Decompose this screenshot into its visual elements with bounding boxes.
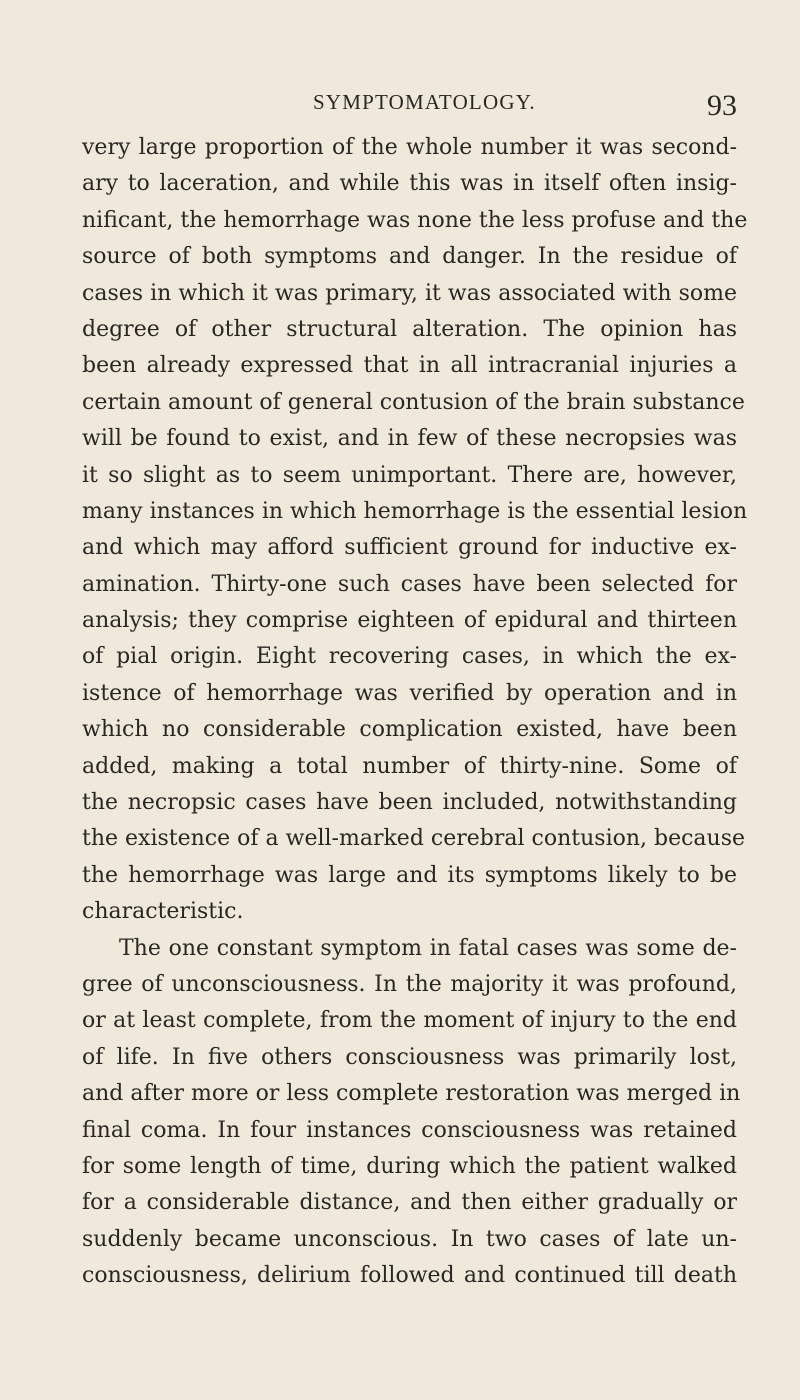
text-line: ary to laceration, and while this was in itself often insig-: [82, 171, 737, 197]
text-line: degree of other structural alteration. The opinion has: [82, 316, 737, 342]
text-line: the necropsic cases have been included, notwithstanding: [82, 790, 737, 816]
text-line: of life. In five others consciousness was primarily lost,: [82, 1044, 737, 1070]
text-line: consciousness, delirium followed and continued till death: [82, 1263, 737, 1289]
text-line: istence of hemorrhage was verified by operation and in: [82, 680, 737, 706]
text-line: or at least complete, from the moment of injury to the end: [82, 1008, 737, 1034]
text-line: many instances in which hemorrhage is the essential lesion: [82, 498, 748, 524]
text-line: amination. Thirty-one such cases have been selected for: [82, 571, 737, 597]
running-head: SYMPTOMATOLOGY.: [313, 90, 536, 114]
paragraph-2: [82, 931, 741, 1295]
page-number: 93: [707, 89, 737, 122]
text-line: characteristic.: [82, 899, 244, 925]
text-line: which no considerable complication existed, have been: [82, 717, 737, 743]
paragraph-1: [82, 130, 748, 931]
text-line: certain amount of general contusion of the brain substance: [82, 389, 745, 415]
text-line: the hemorrhage was large and its symptoms likely to be: [82, 862, 737, 888]
text-line: and after more or less complete restoration was merged in: [82, 1081, 741, 1107]
text-line: source of both symptoms and danger. In the residue of: [82, 244, 737, 270]
text-line: final coma. In four instances consciousness was retained: [82, 1117, 737, 1143]
text-line: of pial origin. Eight recovering cases, in which the ex-: [82, 644, 737, 670]
text-line: suddenly became unconscious. In two cases of late un-: [82, 1226, 737, 1252]
text-line: it so slight as to seem unimportant. There are, however,: [82, 462, 737, 488]
text-line: added, making a total number of thirty-nine. Some of: [82, 753, 737, 779]
text-line: for some length of time, during which the patient walked: [82, 1153, 737, 1179]
text-line: The one constant symptom in fatal cases was some de-: [119, 935, 737, 961]
text-line: been already expressed that in all intracranial injuries a: [82, 353, 737, 379]
text-line: gree of unconsciousness. In the majority it was profound,: [82, 971, 737, 997]
text-line: the existence of a well-marked cerebral contusion, because: [82, 826, 746, 852]
body-text: [82, 130, 748, 1295]
text-line: analysis; they comprise eighteen of epidural and thirteen: [82, 608, 737, 634]
text-line: for a considerable distance, and then either gradually or: [82, 1190, 737, 1216]
text-line: nificant, the hemorrhage was none the less profuse and the: [82, 207, 748, 233]
text-line: very large proportion of the whole number it was second-: [82, 135, 737, 160]
page-header: [0, 88, 800, 120]
text-line: will be found to exist, and in few of these necropsies was: [82, 426, 737, 452]
text-line: cases in which it was primary, it was associated with some: [82, 280, 737, 306]
text-line: and which may afford sufficient ground for inductive ex-: [82, 535, 737, 561]
